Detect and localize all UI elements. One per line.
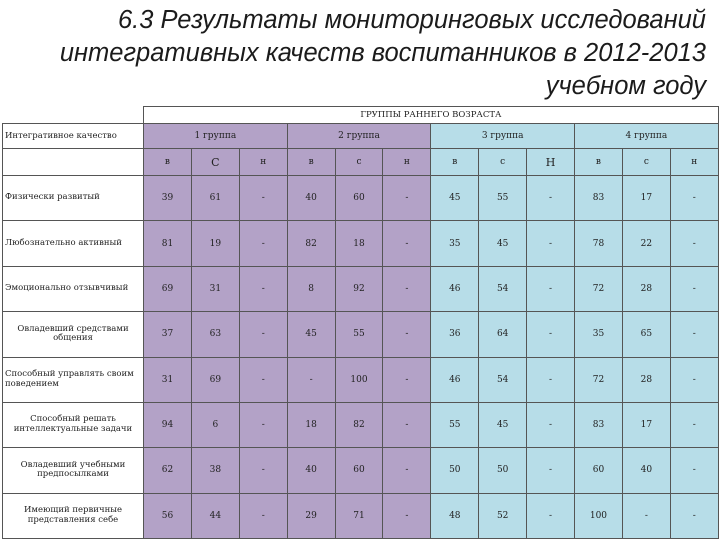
value-cell: 69: [191, 357, 239, 402]
group-header-2: 2 группа: [287, 124, 431, 149]
value-cell: -: [383, 357, 431, 402]
value-cell: -: [670, 448, 718, 493]
title-line-2: интегративных качеств воспитанников в 2012-2013: [59, 39, 706, 67]
level-header: Н: [527, 149, 575, 176]
value-cell: 17: [622, 176, 670, 221]
value-cell: -: [527, 221, 575, 266]
value-cell: -: [527, 176, 575, 221]
value-cell: 8: [287, 266, 335, 311]
value-cell: 52: [479, 493, 527, 538]
header-row-levels: [3, 149, 719, 176]
value-cell: 28: [622, 357, 670, 402]
value-cell: -: [383, 176, 431, 221]
value-cell: 45: [479, 402, 527, 447]
level-header: в: [575, 149, 623, 176]
level-header: н: [239, 149, 287, 176]
main-header: ГРУППЫ РАННЕГО ВОЗРАСТА: [144, 107, 719, 124]
value-cell: 72: [575, 357, 623, 402]
value-cell: -: [239, 312, 287, 357]
level-header: с: [479, 149, 527, 176]
table-row: [3, 357, 719, 402]
value-cell: 63: [191, 312, 239, 357]
value-cell: 82: [287, 221, 335, 266]
value-cell: 18: [287, 402, 335, 447]
value-cell: 83: [575, 402, 623, 447]
value-cell: 35: [431, 221, 479, 266]
page-title: [0, 0, 706, 104]
value-cell: -: [527, 266, 575, 311]
value-cell: 100: [335, 357, 383, 402]
value-cell: 29: [287, 493, 335, 538]
value-cell: 55: [335, 312, 383, 357]
value-cell: 54: [479, 266, 527, 311]
level-header: С: [191, 149, 239, 176]
group-header-4: 4 группа: [575, 124, 719, 149]
value-cell: 19: [191, 221, 239, 266]
value-cell: 72: [575, 266, 623, 311]
level-header-spacer: [3, 149, 144, 176]
value-cell: -: [239, 266, 287, 311]
table-row: [3, 448, 719, 493]
value-cell: -: [670, 176, 718, 221]
value-cell: 92: [335, 266, 383, 311]
value-cell: 38: [191, 448, 239, 493]
value-cell: -: [239, 176, 287, 221]
value-cell: 50: [479, 448, 527, 493]
value-cell: -: [670, 493, 718, 538]
value-cell: 46: [431, 266, 479, 311]
value-cell: 94: [144, 402, 192, 447]
table-row: [3, 493, 719, 538]
value-cell: 100: [575, 493, 623, 538]
header-row-main: [3, 107, 719, 124]
value-cell: 39: [144, 176, 192, 221]
value-cell: -: [383, 493, 431, 538]
table-row: [3, 176, 719, 221]
value-cell: -: [239, 448, 287, 493]
value-cell: -: [287, 357, 335, 402]
value-cell: 60: [335, 448, 383, 493]
table-row: [3, 221, 719, 266]
group-header-3: 3 группа: [431, 124, 575, 149]
monitoring-results-table: [2, 106, 719, 539]
value-cell: 64: [479, 312, 527, 357]
value-cell: -: [383, 402, 431, 447]
quality-label: Овладевший учебными предпосылками: [3, 448, 144, 493]
quality-label: Эмоционально отзывчивый: [3, 266, 144, 311]
level-header: в: [144, 149, 192, 176]
value-cell: -: [239, 357, 287, 402]
level-header: н: [670, 149, 718, 176]
value-cell: 31: [144, 357, 192, 402]
value-cell: 56: [144, 493, 192, 538]
quality-label: Имеющий первичные представления себе: [3, 493, 144, 538]
value-cell: 69: [144, 266, 192, 311]
table-row: [3, 312, 719, 357]
value-cell: -: [622, 493, 670, 538]
quality-header: Интегративное качество: [3, 124, 144, 149]
value-cell: 61: [191, 176, 239, 221]
value-cell: -: [383, 312, 431, 357]
value-cell: 50: [431, 448, 479, 493]
value-cell: 6: [191, 402, 239, 447]
value-cell: 40: [287, 176, 335, 221]
value-cell: -: [383, 266, 431, 311]
value-cell: 54: [479, 357, 527, 402]
value-cell: 60: [575, 448, 623, 493]
value-cell: -: [383, 448, 431, 493]
group-header-1: 1 группа: [144, 124, 288, 149]
value-cell: 44: [191, 493, 239, 538]
value-cell: 60: [335, 176, 383, 221]
value-cell: 28: [622, 266, 670, 311]
level-header: в: [287, 149, 335, 176]
value-cell: -: [527, 312, 575, 357]
header-row-groups: [3, 124, 719, 149]
value-cell: 40: [622, 448, 670, 493]
title-line-3: учебном году: [545, 72, 706, 100]
quality-label: Способный управлять своим поведением: [3, 357, 144, 402]
value-cell: 48: [431, 493, 479, 538]
value-cell: 55: [479, 176, 527, 221]
value-cell: -: [527, 402, 575, 447]
value-cell: -: [670, 266, 718, 311]
title-line-1: 6.3 Результаты мониторинговых исследований: [118, 6, 706, 34]
value-cell: 81: [144, 221, 192, 266]
value-cell: 46: [431, 357, 479, 402]
quality-label: Любознательно активный: [3, 221, 144, 266]
quality-label: Физически развитый: [3, 176, 144, 221]
value-cell: 40: [287, 448, 335, 493]
value-cell: 45: [431, 176, 479, 221]
value-cell: -: [670, 221, 718, 266]
value-cell: -: [239, 402, 287, 447]
value-cell: -: [239, 493, 287, 538]
value-cell: -: [670, 312, 718, 357]
value-cell: -: [670, 402, 718, 447]
value-cell: 37: [144, 312, 192, 357]
header-corner: [3, 107, 144, 124]
value-cell: -: [527, 493, 575, 538]
value-cell: -: [383, 221, 431, 266]
value-cell: 22: [622, 221, 670, 266]
value-cell: 62: [144, 448, 192, 493]
level-header: в: [431, 149, 479, 176]
value-cell: 36: [431, 312, 479, 357]
level-header: с: [622, 149, 670, 176]
value-cell: 71: [335, 493, 383, 538]
value-cell: 78: [575, 221, 623, 266]
value-cell: -: [670, 357, 718, 402]
value-cell: 17: [622, 402, 670, 447]
value-cell: 35: [575, 312, 623, 357]
level-header: с: [335, 149, 383, 176]
value-cell: 83: [575, 176, 623, 221]
value-cell: 45: [479, 221, 527, 266]
table-row: [3, 402, 719, 447]
table-row: [3, 266, 719, 311]
value-cell: 45: [287, 312, 335, 357]
value-cell: 65: [622, 312, 670, 357]
value-cell: 18: [335, 221, 383, 266]
value-cell: -: [239, 221, 287, 266]
quality-label: Овладевший средствами общения: [3, 312, 144, 357]
quality-label: Способный решать интеллектуальные задачи: [3, 402, 144, 447]
value-cell: -: [527, 357, 575, 402]
value-cell: 31: [191, 266, 239, 311]
value-cell: 82: [335, 402, 383, 447]
value-cell: 55: [431, 402, 479, 447]
level-header: н: [383, 149, 431, 176]
value-cell: -: [527, 448, 575, 493]
